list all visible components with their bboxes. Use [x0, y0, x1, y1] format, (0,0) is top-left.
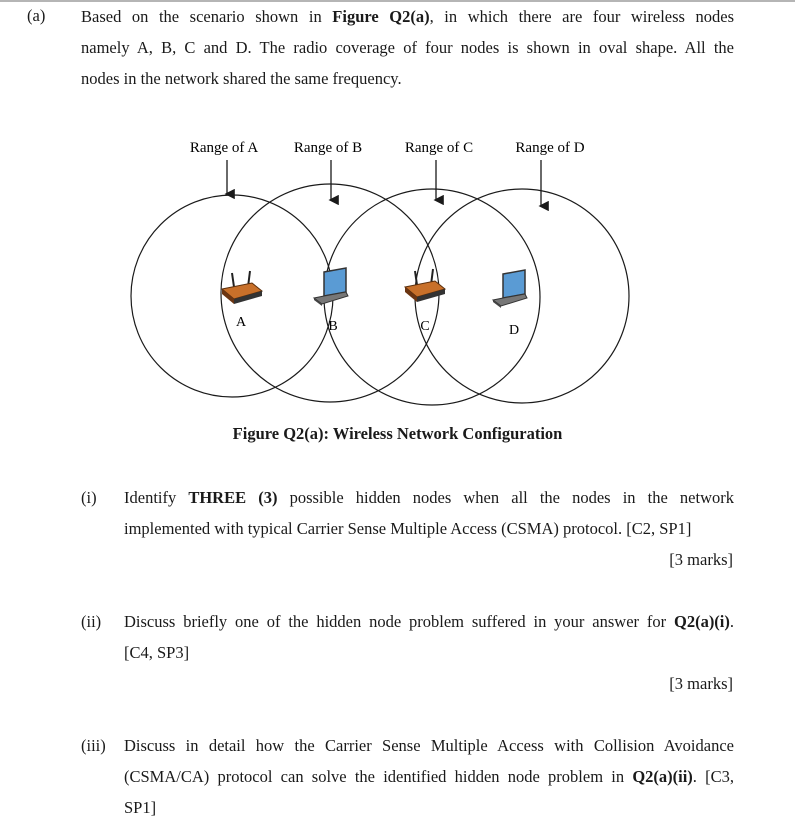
- subquestion-iii-text: [124, 730, 734, 823]
- subquestion-i-text: [124, 482, 734, 544]
- node-label-d: D: [508, 323, 520, 338]
- laptop-icon: [493, 270, 527, 308]
- question-label: (a): [27, 6, 46, 25]
- intro-line-2: namely A, B, C and D. The radio coverage of four nodes is shown in oval shape. All the: [81, 38, 734, 57]
- subquestion-i-label: (i): [81, 488, 97, 507]
- intro-line-3: nodes in the network shared the same frequency.: [81, 69, 402, 88]
- node-label-b: B: [328, 319, 338, 334]
- subquestion-ii-line-1: Discuss briefly one of the hidden node problem suffered in your answer for Q2(a)(i).: [124, 612, 735, 631]
- subquestion-i-line-1: Identify THREE (3) possible hidden nodes when all the nodes in the network: [124, 488, 734, 507]
- subquestion-i-line-2: implemented with typical Carrier Sense Multiple Access (CSMA) protocol. [C2, SP1]: [124, 519, 692, 538]
- range-label-a: Range of A: [189, 140, 259, 156]
- subquestion-ii-marks: [3 marks]: [669, 674, 733, 693]
- laptop-icon: [314, 268, 348, 306]
- question-intro: [81, 1, 734, 94]
- subquestion-ii-label: (ii): [81, 612, 102, 631]
- subquestion-ii-text: [124, 606, 734, 668]
- intro-line-1: Based on the scenario shown in Figure Q2(a), in which there are four wireless nodes: [81, 7, 735, 26]
- router-icon: [222, 271, 262, 304]
- figure-caption: Figure Q2(a): Wireless Network Configuration: [232, 424, 563, 443]
- subquestion-i-marks: [3 marks]: [669, 550, 733, 569]
- node-label-a: A: [235, 315, 247, 330]
- network-diagram: [120, 132, 660, 422]
- subquestion-iii-line-3: SP1]: [124, 798, 157, 817]
- figure-reference: Figure Q2(a): [332, 7, 430, 26]
- network-figure: [120, 132, 660, 422]
- subquestion-iii-line-1: Discuss in detail how the Carrier Sense Multiple Access with Collision Avoidance: [124, 736, 734, 755]
- range-label-d: Range of D: [515, 140, 585, 156]
- range-label-c: Range of C: [404, 140, 474, 156]
- range-label-b: Range of B: [293, 140, 363, 156]
- node-label-c: C: [420, 319, 430, 334]
- subquestion-iii-line-2: (CSMA/CA) protocol can solve the identified hidden node problem in Q2(a)(ii). [C3,: [124, 767, 735, 786]
- subquestion-iii-label: (iii): [81, 736, 106, 755]
- subquestion-ii-line-2: [C4, SP3]: [124, 643, 190, 662]
